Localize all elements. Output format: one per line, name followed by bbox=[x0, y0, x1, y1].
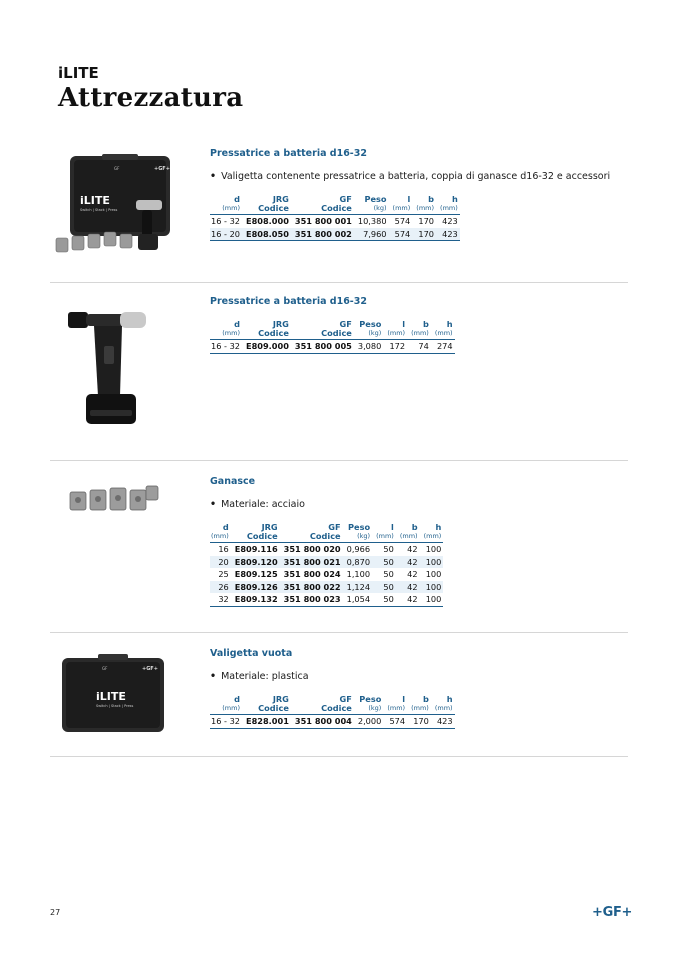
column-header: d bbox=[234, 319, 240, 329]
table-cell: 16 - 32 bbox=[211, 341, 240, 351]
table-row bbox=[210, 340, 455, 354]
table-units-row bbox=[210, 532, 443, 543]
column-header: Peso bbox=[364, 194, 387, 204]
table-cell: 100 bbox=[425, 544, 442, 554]
table-cell: 351 800 005 bbox=[294, 341, 352, 351]
table-cell: 100 bbox=[425, 594, 442, 604]
table-cell: 42 bbox=[407, 569, 418, 579]
table-cell: 16 - 32 bbox=[211, 216, 240, 226]
section-divider bbox=[50, 632, 628, 633]
table-cell: 351 800 024 bbox=[283, 569, 341, 579]
column-unit: (mm) bbox=[434, 704, 453, 712]
table-cell: 351 800 020 bbox=[283, 544, 341, 554]
spec-table bbox=[210, 194, 460, 241]
column-header: JRG bbox=[272, 319, 289, 329]
column-unit: (mm) bbox=[440, 204, 458, 212]
table-cell: 0,870 bbox=[343, 556, 372, 569]
case-label: iLITE bbox=[80, 194, 110, 207]
table-cell: 2,000 bbox=[357, 716, 382, 726]
column-header: GF bbox=[339, 319, 352, 329]
table-cell: 20 bbox=[210, 556, 231, 569]
table-cell: 574 bbox=[389, 228, 413, 241]
table-cell: 423 bbox=[436, 716, 453, 726]
column-header: h bbox=[446, 319, 453, 329]
table-cell: 351 800 023 bbox=[283, 594, 341, 604]
table-cell: E808.000 bbox=[246, 216, 289, 226]
table-cell: 172 bbox=[389, 341, 406, 351]
column-header: b bbox=[422, 694, 429, 704]
svg-text:GF: GF bbox=[102, 666, 108, 671]
column-unit: Codice bbox=[321, 328, 352, 338]
table-cell: 7,960 bbox=[354, 228, 389, 241]
column-header: GF bbox=[339, 694, 352, 704]
column-header: l bbox=[402, 319, 406, 329]
column-header: l bbox=[402, 694, 406, 704]
table-cell: 423 bbox=[442, 216, 458, 226]
table-row bbox=[210, 581, 443, 594]
column-header: b bbox=[428, 194, 435, 204]
table-units-row bbox=[210, 204, 460, 215]
table-units-row bbox=[210, 704, 455, 715]
table-cell: 32 bbox=[218, 594, 229, 604]
table-cell: 25 bbox=[218, 569, 229, 579]
table-cell: 1,054 bbox=[346, 594, 371, 604]
table-row bbox=[210, 593, 443, 606]
column-unit: (mm) bbox=[411, 329, 429, 337]
product-description: • Materiale: acciaio bbox=[210, 499, 443, 510]
table-cell: 351 800 002 bbox=[291, 228, 354, 241]
table-cell: 3,080 bbox=[357, 341, 382, 351]
svg-text:+GF+: +GF+ bbox=[154, 166, 170, 172]
column-unit: Codice bbox=[309, 531, 341, 541]
table-cell: 50 bbox=[383, 594, 394, 604]
table-units-row bbox=[210, 329, 455, 340]
column-unit: (mm) bbox=[387, 704, 406, 712]
column-unit: (kg) bbox=[368, 329, 382, 337]
column-header: Peso bbox=[359, 694, 382, 704]
table-cell: E809.132 bbox=[234, 594, 278, 604]
column-unit: (mm) bbox=[376, 532, 394, 540]
table-cell: 50 bbox=[372, 581, 396, 594]
table-cell: 1,124 bbox=[343, 581, 372, 594]
product-content bbox=[210, 148, 610, 241]
section-title: Ganasce bbox=[210, 476, 256, 487]
table-cell: 100 bbox=[420, 556, 444, 569]
table-cell: 274 bbox=[436, 341, 453, 351]
column-header: Peso bbox=[359, 319, 382, 329]
table-cell: E809.120 bbox=[231, 556, 280, 569]
column-header: b bbox=[411, 522, 418, 532]
table-cell: 16 - 20 bbox=[211, 228, 240, 239]
press-jaws-set-icon bbox=[68, 482, 160, 518]
page-number: 27 bbox=[50, 908, 61, 917]
column-unit: Codice bbox=[258, 328, 289, 338]
column-header: l bbox=[407, 194, 411, 204]
column-unit: (mm) bbox=[211, 532, 229, 540]
column-unit: Codice bbox=[258, 203, 289, 213]
product-content bbox=[210, 648, 455, 729]
column-unit: (kg) bbox=[357, 532, 371, 540]
table-row bbox=[210, 556, 443, 569]
column-header: Peso bbox=[348, 522, 371, 532]
table-cell: 0,966 bbox=[346, 544, 371, 554]
table-cell: 42 bbox=[396, 556, 420, 569]
table-cell: 351 800 021 bbox=[280, 556, 343, 569]
section-divider bbox=[50, 460, 628, 461]
svg-text:GF: GF bbox=[114, 166, 120, 171]
section-divider bbox=[50, 756, 628, 757]
brand-subtitle: iLITE bbox=[58, 64, 99, 82]
case-sublabel: Switch | Stack | Press bbox=[80, 208, 118, 212]
column-header: JRG bbox=[272, 694, 289, 704]
column-header: d bbox=[234, 694, 240, 704]
table-cell: 574 bbox=[394, 216, 411, 226]
table-cell: E828.001 bbox=[246, 716, 289, 726]
table-cell: 42 bbox=[396, 581, 420, 594]
battery-press-tool-icon bbox=[64, 306, 154, 436]
section-title: Pressatrice a batteria d16-32 bbox=[210, 296, 367, 307]
column-unit: (kg) bbox=[373, 204, 387, 212]
case-label: iLITE bbox=[96, 690, 126, 703]
table-cell: 170 bbox=[412, 228, 436, 241]
table-cell: 351 800 004 bbox=[294, 716, 352, 726]
case-with-tool-and-jaws-icon bbox=[54, 154, 174, 262]
table-row bbox=[210, 215, 460, 228]
column-header: JRG bbox=[261, 522, 278, 532]
table-row bbox=[210, 715, 455, 729]
spec-table bbox=[210, 319, 455, 354]
table-cell: 10,380 bbox=[357, 216, 387, 226]
table-cell: 170 bbox=[418, 216, 435, 226]
column-unit: (mm) bbox=[423, 532, 442, 540]
table-cell: 351 800 022 bbox=[280, 581, 343, 594]
product-description: • Materiale: plastica bbox=[210, 671, 455, 682]
svg-text:+GF+: +GF+ bbox=[142, 666, 158, 672]
table-cell: E809.116 bbox=[234, 544, 278, 554]
table-cell: 26 bbox=[210, 581, 231, 594]
table-cell: 574 bbox=[389, 716, 406, 726]
column-header: JRG bbox=[272, 194, 289, 204]
table-cell: 42 bbox=[407, 594, 418, 604]
section-divider bbox=[50, 282, 628, 283]
table-row bbox=[210, 568, 443, 581]
column-header: h bbox=[451, 194, 458, 204]
column-unit: Codice bbox=[246, 531, 278, 541]
table-cell: 50 bbox=[372, 556, 396, 569]
column-unit: Codice bbox=[258, 703, 289, 713]
section-title: Pressatrice a batteria d16-32 bbox=[210, 148, 367, 159]
column-unit: (mm) bbox=[399, 532, 418, 540]
table-cell: 74 bbox=[418, 341, 429, 351]
column-unit: Codice bbox=[321, 203, 352, 213]
column-header: d bbox=[234, 194, 240, 204]
table-cell: 50 bbox=[383, 544, 394, 554]
table-cell: E809.126 bbox=[231, 581, 280, 594]
section-title: Valigetta vuota bbox=[210, 648, 293, 659]
table-cell: 351 800 001 bbox=[294, 216, 352, 226]
table-row bbox=[210, 543, 443, 556]
column-unit: (mm) bbox=[222, 329, 240, 337]
column-header: d bbox=[222, 522, 229, 532]
product-content bbox=[210, 476, 443, 607]
column-unit: (mm) bbox=[411, 704, 429, 712]
column-unit: (kg) bbox=[368, 704, 382, 712]
column-header: h bbox=[446, 694, 453, 704]
product-content bbox=[210, 296, 455, 354]
table-cell: 50 bbox=[383, 569, 394, 579]
spec-table bbox=[210, 694, 455, 729]
table-cell: 423 bbox=[436, 228, 460, 241]
table-row bbox=[210, 228, 460, 241]
column-unit: (mm) bbox=[434, 329, 453, 337]
table-cell: 16 bbox=[218, 544, 229, 554]
table-cell: 42 bbox=[407, 544, 418, 554]
table-cell: E809.000 bbox=[246, 341, 289, 351]
spec-table bbox=[210, 522, 443, 607]
column-unit: (mm) bbox=[222, 204, 240, 212]
column-unit: Codice bbox=[321, 703, 352, 713]
column-header: GF bbox=[339, 194, 352, 204]
table-cell: 100 bbox=[425, 569, 442, 579]
table-cell: E809.125 bbox=[234, 569, 278, 579]
column-header: l bbox=[391, 522, 394, 532]
gf-logo: +GF+ bbox=[592, 905, 633, 920]
product-description: • Valigetta contenente pressatrice a batteria, coppia di ganasce d16-32 e accessori bbox=[210, 171, 610, 182]
column-unit: (mm) bbox=[387, 329, 406, 337]
column-header: h bbox=[435, 522, 442, 532]
table-cell: 1,100 bbox=[346, 569, 371, 579]
column-unit: (mm) bbox=[222, 704, 240, 712]
table-cell: 170 bbox=[413, 716, 429, 726]
empty-case-icon bbox=[58, 654, 168, 736]
page-title: Attrezzatura bbox=[58, 83, 244, 113]
column-header: GF bbox=[328, 522, 341, 532]
column-header: b bbox=[422, 319, 429, 329]
case-sublabel: Switch | Stack | Press bbox=[96, 704, 134, 708]
column-unit: (mm) bbox=[392, 204, 411, 212]
table-cell: E808.050 bbox=[242, 228, 291, 241]
table-cell: 100 bbox=[420, 581, 444, 594]
column-unit: (mm) bbox=[416, 204, 435, 212]
table-cell: 16 - 32 bbox=[211, 716, 240, 726]
